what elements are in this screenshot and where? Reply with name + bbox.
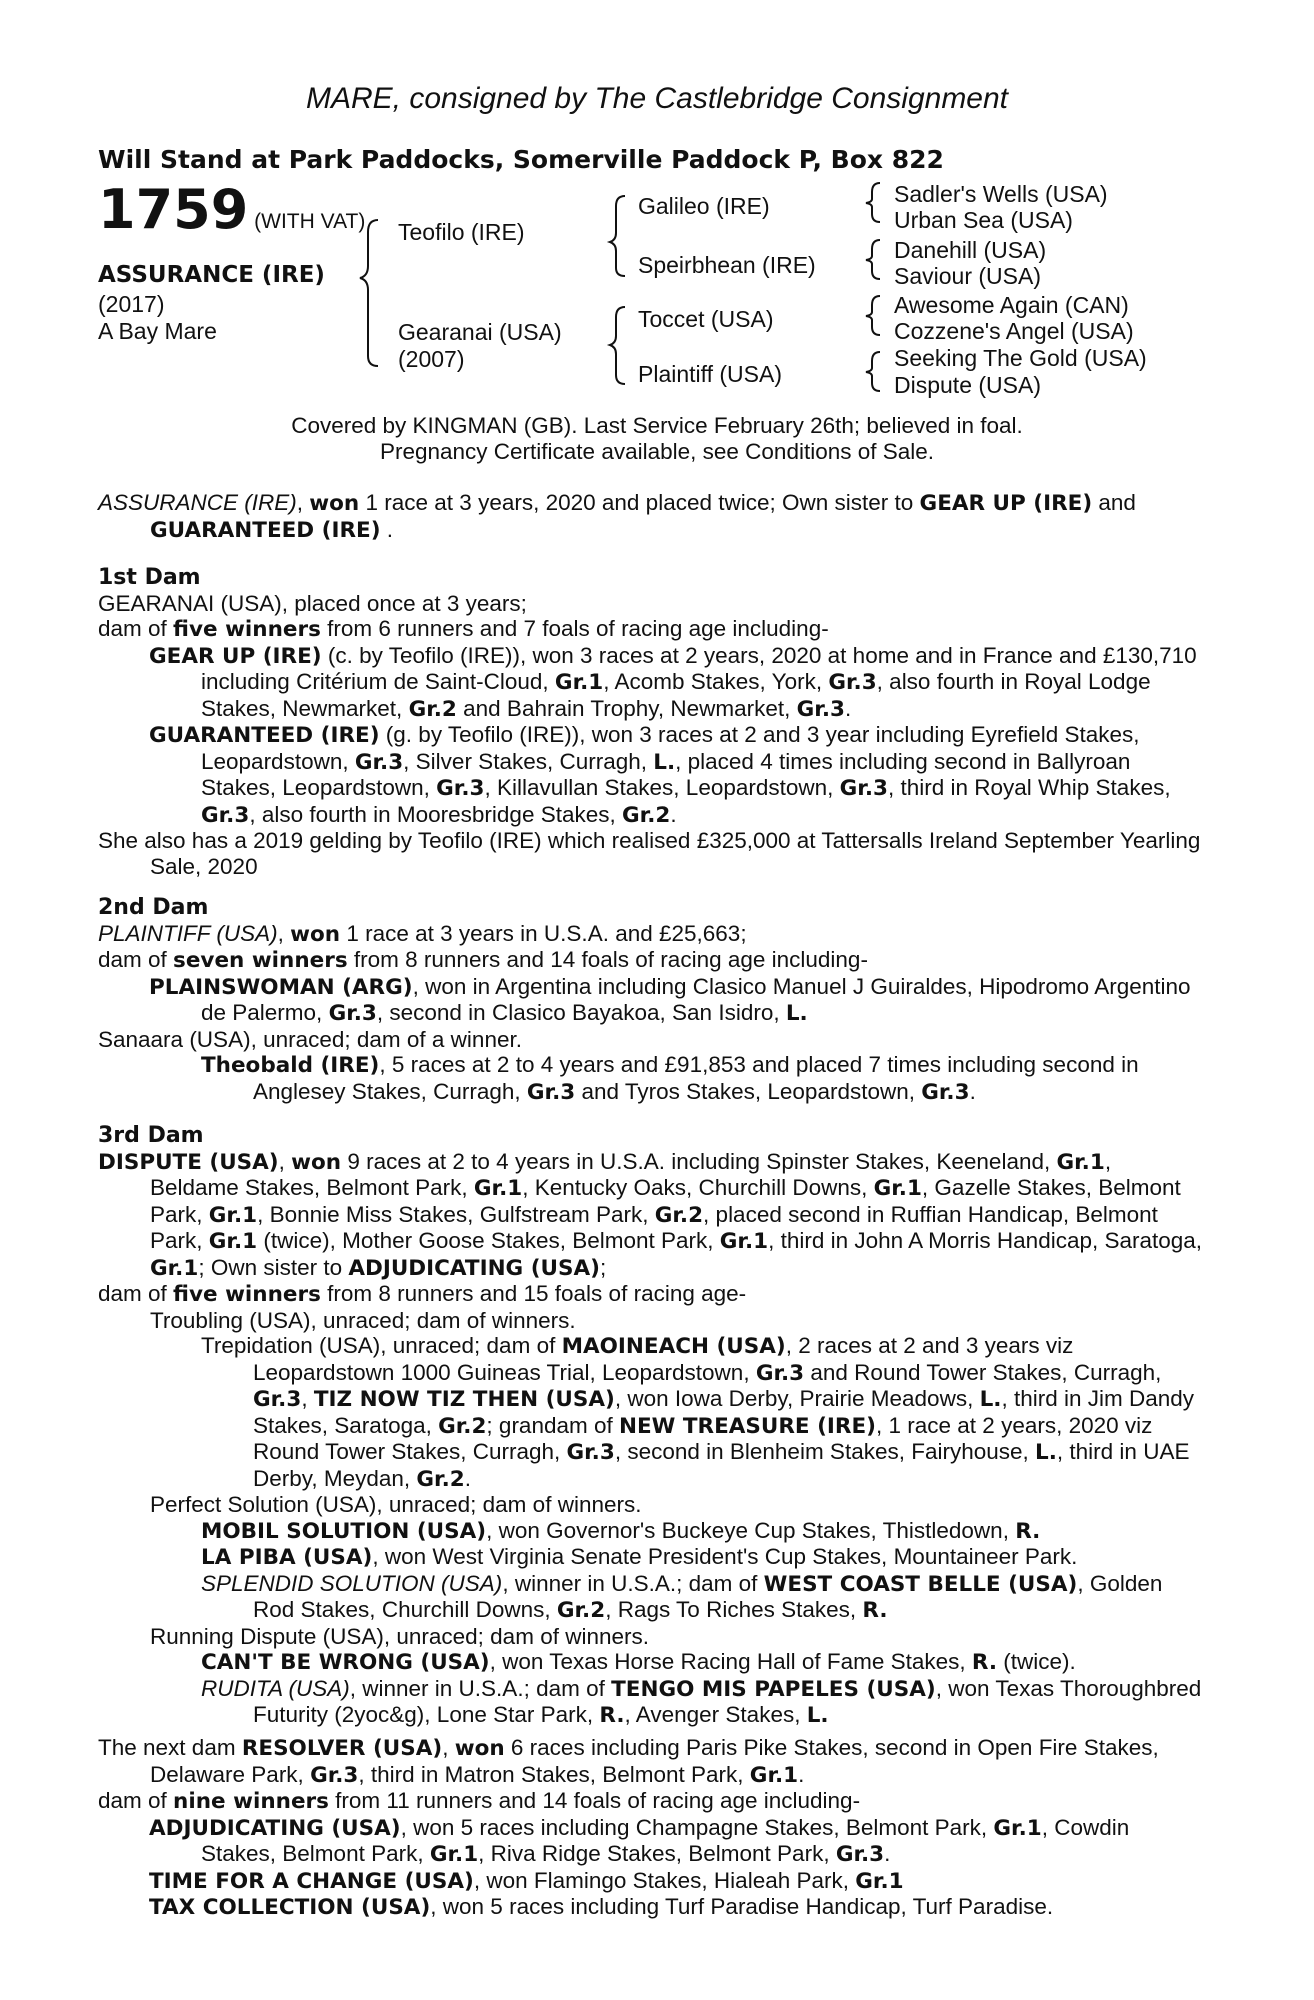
- grade: R.: [599, 1703, 625, 1728]
- text: dam of: [98, 1281, 174, 1306]
- third-dam-produce-line: [98, 1281, 1203, 1308]
- third-dam-heading: 3rd Dam: [98, 1123, 204, 1148]
- text: 9 races at 2 to 4 years in U.S.A. including Spinster Stakes, Keeneland,: [341, 1148, 1057, 1174]
- text: , won West Virginia Senate President's Cup Stakes, Mountaineer Park.: [372, 1544, 1078, 1569]
- text: , won Texas Horse Racing Hall of Fame Stakes,: [489, 1649, 972, 1674]
- text: and Bahrain Trophy, Newmarket,: [456, 695, 797, 721]
- text: , Kentucky Oaks, Churchill Downs,: [522, 1175, 874, 1200]
- second-dam-section: [98, 895, 1203, 1105]
- text: .: [969, 1078, 976, 1104]
- pedigree-sdd: Saviour (USA): [894, 263, 1041, 289]
- text: , second in Clasico Bayakoa, San Isidro,: [376, 1000, 786, 1025]
- text: from 8 runners and 14 foals of racing age including-: [347, 947, 868, 972]
- intro-and: and: [1092, 490, 1136, 515]
- text: (twice).: [997, 1649, 1076, 1674]
- grade: Gr.3: [839, 776, 888, 801]
- grade: Gr.3: [328, 1001, 377, 1026]
- text: , winner in U.S.A.; dam of: [502, 1570, 764, 1596]
- text: 6 races including Paris Pike Stakes, second in Open Fire Stakes, Delaware Park,: [150, 1735, 1159, 1787]
- produce-theobald: [98, 1052, 1203, 1105]
- grade: Gr.1: [873, 1176, 922, 1201]
- text: , Killavullan Stakes, Leopardstown,: [484, 775, 840, 800]
- text: , placed 4 times including second in Ballyroan Stakes, Leopardstown,: [201, 748, 1131, 800]
- winners-count: five winners: [173, 1282, 321, 1307]
- grade: Gr.1: [150, 1255, 199, 1281]
- next-dam-section: [98, 1735, 1203, 1921]
- text: , Bonnie Miss Stakes, Gulfstream Park,: [257, 1201, 655, 1227]
- won: won: [291, 1149, 342, 1175]
- grade: Gr.3: [921, 1079, 970, 1105]
- horse-year: (2017): [98, 291, 165, 317]
- text: dam of: [98, 947, 174, 972]
- text: .: [670, 801, 677, 827]
- produce-tax-collection: [98, 1894, 1203, 1921]
- grade: Gr.2: [654, 1202, 704, 1228]
- next-dam-record: [98, 1735, 1203, 1788]
- text: The next dam: [98, 1735, 242, 1760]
- pedigree-dam-year: (2007): [398, 346, 465, 372]
- text: , Cowdin Stakes, Belmont Park,: [201, 1814, 1130, 1866]
- pedigree-ddd: Dispute (USA): [894, 372, 1041, 398]
- text: .: [884, 1841, 891, 1866]
- text: , third in Royal Whip Stakes,: [887, 775, 1171, 800]
- next-dam-produce-line: [98, 1788, 1203, 1815]
- text: , Silver Stakes, Curragh,: [403, 748, 654, 774]
- produce-name: MAOINEACH (USA): [561, 1334, 786, 1359]
- produce-name: PLAINSWOMAN (ARG): [149, 974, 413, 1000]
- produce-la-piba: [98, 1544, 1203, 1571]
- sister-name: ADJUDICATING (USA): [348, 1255, 600, 1281]
- text: , Riva Ridge Stakes, Belmont Park,: [478, 1841, 836, 1866]
- lot-number: 1759: [98, 178, 249, 241]
- grade: R.: [862, 1598, 888, 1623]
- grade: Gr.1: [208, 1229, 258, 1254]
- produce-perfect-solution: Perfect Solution (USA), unraced; dam of winners.: [150, 1492, 642, 1517]
- produce-name: CAN'T BE WRONG (USA): [201, 1650, 490, 1675]
- text: , also fourth in Royal Lodge Stakes, Newmarket,: [201, 669, 1151, 721]
- third-dam-section: [98, 1123, 1203, 1729]
- intro-paragraph: ASSURANCE (IRE), won 1 race at 3 years, 2020 and placed twice; Own sister to GEAR UP (IRE) and GUARANTEED (IRE) .: [98, 490, 1136, 543]
- pedigree-dss: Awesome Again (CAN): [894, 292, 1129, 318]
- text: (twice), Mother Goose Stakes, Belmont Park,: [257, 1228, 720, 1253]
- won: won: [290, 921, 341, 947]
- stand-location: Will Stand at Park Paddocks, Somerville Paddock P, Box 822: [98, 145, 944, 174]
- grade: Gr.3: [835, 1842, 885, 1867]
- text: , Beldame Stakes, Belmont Park,: [150, 1148, 1112, 1200]
- intro-end: .: [380, 516, 394, 542]
- text: , won Texas Thoroughbred Futurity (2yoc&g), Lone Star Park,: [253, 1675, 1202, 1727]
- grade: Gr.3: [796, 696, 845, 722]
- pedigree-dam-sire: Toccet (USA): [638, 306, 774, 332]
- first-dam-section: [98, 565, 1203, 879]
- produce-splendid-solution: [98, 1571, 1203, 1624]
- third-dam-record: DISPUTE (USA), won 9 races at 2 to 4 years in U.S.A. including Spinster Stakes, Keeneland, Gr.1, Beldame Stakes, Belmont Park, Gr.1, Kentucky Oaks, Churchill Downs, Gr.1, Gazelle Stakes, Belmont Park, Gr.1, Bonnie Miss Stakes, Gulfstream Park, Gr.2, placed second in Ruffian Handicap, Belmont Park, Gr.1 (twice), Mother Goose Stakes, Belmont Park, Gr.1, third in John A Morris Handicap, Saratoga, Gr.1; Own sister to ADJUDICATING (USA);: [98, 1148, 1203, 1281]
- text: 1 race at 3 years in U.S.A. and £25,663;: [340, 920, 747, 946]
- text: ; grandam of: [486, 1412, 619, 1438]
- text: ; Own sister to: [198, 1254, 349, 1280]
- produce-name: ADJUDICATING (USA): [149, 1815, 401, 1841]
- grade: Gr.3: [253, 1387, 302, 1412]
- grade: L.: [653, 749, 676, 775]
- grade: Gr.2: [622, 802, 671, 828]
- pedigree-sire: Teofilo (IRE): [398, 219, 525, 245]
- grade: Gr.2: [556, 1598, 606, 1623]
- produce-name: RUDITA (USA): [201, 1675, 350, 1701]
- grade: R.: [1015, 1518, 1041, 1544]
- text: , winner in U.S.A.; dam of: [349, 1675, 612, 1701]
- pedigree-dam-dam: Plaintiff (USA): [638, 361, 783, 387]
- text: , 2 races at 2 and 3 years viz Leopardstown 1000 Guineas Trial, Leopardstown,: [253, 1333, 1074, 1385]
- produce-name: WEST COAST BELLE (USA): [763, 1571, 1078, 1597]
- text: , won Governor's Buckeye Cup Stakes, Thistledown,: [486, 1517, 1016, 1543]
- pedigree-ssd: Urban Sea (USA): [894, 207, 1073, 233]
- grade: Gr.1: [208, 1202, 258, 1228]
- text: , Rags To Riches Stakes,: [605, 1597, 863, 1622]
- grade: Gr.1: [429, 1842, 479, 1867]
- produce-rudita: [98, 1676, 1203, 1729]
- text: , Acomb Stakes, York,: [603, 669, 829, 694]
- won: won: [454, 1736, 505, 1761]
- text: , placed second in Ruffian Handicap, Belmont Park,: [150, 1201, 1158, 1253]
- horse-description: A Bay Mare: [98, 318, 217, 344]
- covered-line-2: Pregnancy Certificate available, see Conditions of Sale.: [379, 439, 935, 464]
- grade: Gr.3: [828, 670, 877, 695]
- text: , won in Argentina including Clasico Manuel J Guiraldes, Hipodromo Argentino de Palermo,: [201, 973, 1191, 1025]
- grade: Gr.1: [473, 1176, 523, 1201]
- grade: Gr.1: [554, 670, 604, 695]
- grade: L.: [1035, 1440, 1057, 1465]
- grade: Gr.3: [354, 749, 404, 775]
- pedigree-dds: Seeking The Gold (USA): [894, 345, 1147, 371]
- text: and Tyros Stakes, Leopardstown,: [575, 1078, 922, 1104]
- grade: Gr.3: [436, 776, 485, 801]
- text: , 5 races at 2 to 4 years and £91,853 and placed 7 times including second in Anglesey Stakes, Curragh,: [253, 1052, 1139, 1104]
- produce-name: SPLENDID SOLUTION (USA): [201, 1570, 503, 1596]
- text: , won Flamingo Stakes, Hialeah Park,: [473, 1867, 856, 1893]
- text: (c. by Teofilo (IRE)), won 3 races at 2 years, 2020 at home and in France and £130,710 including Critérium de Saint-Cloud,: [201, 642, 1197, 694]
- produce-time-for-a-change: [98, 1868, 1203, 1895]
- text: dam of: [98, 616, 174, 641]
- produce-name: NEW TREASURE (IRE): [619, 1413, 876, 1439]
- text: , third in Matron Stakes, Belmont Park,: [358, 1761, 750, 1787]
- text: from 11 runners and 14 foals of racing age including-: [328, 1788, 861, 1813]
- text: , second in Blenheim Stakes, Fairyhouse,: [614, 1439, 1036, 1464]
- text: ,: [301, 1386, 314, 1411]
- produce-name: Theobald (IRE): [201, 1053, 380, 1078]
- produce-name: TIZ NOW TIZ THEN (USA): [313, 1387, 615, 1412]
- winners-count: seven winners: [173, 948, 348, 973]
- grade: Gr.1: [993, 1815, 1042, 1841]
- intro-sibling-2: GUARANTEED (IRE): [150, 517, 381, 543]
- winners-count: nine winners: [173, 1789, 329, 1814]
- gelding-note: She also has a 2019 gelding by Teofilo (IRE) which realised £325,000 at Tattersalls Ireland September Yearling Sale, 2020: [98, 828, 1201, 879]
- second-dam-heading: 2nd Dam: [98, 895, 209, 920]
- first-dam-produce-line: [98, 616, 1203, 643]
- text: , third in Jim Dandy Stakes, Saratoga,: [253, 1386, 1195, 1438]
- winners-count: five winners: [173, 617, 321, 642]
- text: , won Iowa Derby, Prairie Meadows,: [614, 1386, 980, 1411]
- produce-troubling: Troubling (USA), unraced; dam of winners.: [150, 1307, 576, 1333]
- grade: Gr.3: [526, 1079, 576, 1105]
- produce-cant-be-wrong: [98, 1649, 1203, 1676]
- produce-adjudicating: [98, 1815, 1203, 1868]
- text: from 6 runners and 7 foals of racing age including-: [320, 616, 829, 641]
- produce-name: MOBIL SOLUTION (USA): [201, 1518, 487, 1544]
- pedigree-sire-sire: Galileo (IRE): [638, 193, 770, 219]
- grade: L.: [785, 1001, 808, 1026]
- produce-running-dispute: Running Dispute (USA), unraced; dam of winners.: [150, 1623, 649, 1649]
- text: .: [798, 1761, 805, 1787]
- grade: Gr.1: [719, 1229, 769, 1254]
- first-dam-name-line: GEARANAI (USA), placed once at 3 years;: [98, 590, 527, 616]
- text: , Avenger Stakes,: [624, 1702, 807, 1727]
- page-header: MARE, consigned by The Castlebridge Consignment: [305, 82, 1009, 115]
- produce-mobil-solution: [98, 1518, 1203, 1545]
- text: from 8 runners and 15 foals of racing age-: [320, 1281, 747, 1306]
- text: , third in John A Morris Handicap, Saratoga,: [768, 1228, 1203, 1253]
- pedigree-dam: Gearanai (USA): [398, 319, 562, 345]
- text: , also fourth in Mooresbridge Stakes,: [249, 801, 623, 827]
- first-dam-heading: 1st Dam: [98, 565, 201, 590]
- pedigree-sss: Sadler's Wells (USA): [894, 181, 1108, 207]
- produce-name: GEAR UP (IRE): [149, 643, 322, 669]
- produce-name: TAX COLLECTION (USA): [149, 1895, 431, 1920]
- produce-guaranteed: [98, 722, 1203, 828]
- grade: Gr.3: [310, 1762, 359, 1788]
- intro-text: 1 race at 3 years, 2020 and placed twice; Own sister to: [359, 490, 920, 515]
- grade: Gr.3: [201, 802, 250, 828]
- text: .: [464, 1465, 471, 1491]
- text: .: [844, 695, 852, 721]
- produce-trepidation: [98, 1333, 1203, 1492]
- grade: Gr.2: [438, 1413, 487, 1439]
- grade: Gr.1: [855, 1868, 904, 1894]
- second-dam-name-line: PLAINTIFF (USA), won 1 race at 3 years in U.S.A. and £25,663;: [98, 920, 747, 947]
- grade: Gr.2: [408, 696, 457, 722]
- pedigree-sds: Danehill (USA): [894, 237, 1047, 263]
- text: , Golden Rod Stakes, Churchill Downs,: [253, 1570, 1163, 1622]
- produce-name: TIME FOR A CHANGE (USA): [149, 1868, 474, 1894]
- text: dam of: [98, 1788, 174, 1813]
- text: and Round Tower Stakes, Curragh,: [804, 1359, 1162, 1385]
- grade: Gr.1: [1056, 1149, 1105, 1175]
- vat-note: (WITH VAT): [254, 210, 366, 233]
- covered-line-1: Covered by KINGMAN (GB). Last Service February 26th; believed in foal.: [291, 413, 1023, 438]
- grade: Gr.3: [755, 1360, 805, 1386]
- grade: Gr.3: [566, 1440, 615, 1465]
- intro-sibling-1: GEAR UP (IRE): [919, 491, 1093, 516]
- second-dam-produce-line: [98, 947, 1203, 974]
- text: ,: [442, 1735, 455, 1760]
- produce-name: LA PIBA (USA): [201, 1545, 373, 1570]
- grade: R.: [971, 1650, 998, 1675]
- next-dam-name: RESOLVER (USA): [241, 1736, 443, 1761]
- text: , Gazelle Stakes, Belmont Park,: [150, 1175, 1181, 1227]
- text: , 1 race at 2 years, 2020 viz Round Tower Stakes, Curragh,: [253, 1412, 1153, 1464]
- grade: L.: [806, 1703, 829, 1728]
- text: (g. by Teofilo (IRE)), won 3 races at 2 and 3 year including Eyrefield Stakes, Leopardstown,: [201, 722, 1140, 774]
- pedigree-sire-dam: Speirbhean (IRE): [638, 252, 816, 278]
- text: ;: [599, 1254, 607, 1280]
- text: , won 5 races including Champagne Stakes, Belmont Park,: [400, 1814, 994, 1840]
- text: , third in UAE Derby, Meydan,: [253, 1439, 1190, 1491]
- second-dam-name: PLAINTIFF (USA): [98, 920, 278, 946]
- text: Trepidation (USA), unraced; dam of: [201, 1333, 562, 1358]
- grade: L.: [979, 1387, 1002, 1412]
- produce-name: GUARANTEED (IRE): [149, 723, 380, 748]
- horse-name: ASSURANCE (IRE): [98, 262, 325, 288]
- produce-sanaara: Sanaara (USA), unraced; dam of a winner.: [98, 1026, 522, 1052]
- grade: Gr.2: [416, 1466, 465, 1492]
- intro-won: won: [309, 491, 360, 516]
- text: , won 5 races including Turf Paradise Handicap, Turf Paradise.: [430, 1894, 1054, 1919]
- third-dam-name: DISPUTE (USA): [98, 1149, 279, 1175]
- pedigree-dsd: Cozzene's Angel (USA): [894, 318, 1134, 344]
- produce-gear-up: [98, 643, 1203, 723]
- produce-name: TENGO MIS PAPELES (USA): [611, 1676, 936, 1702]
- grade: Gr.1: [749, 1762, 799, 1788]
- produce-plainswoman: [98, 974, 1203, 1027]
- intro-horse-name: ASSURANCE (IRE): [98, 490, 297, 515]
